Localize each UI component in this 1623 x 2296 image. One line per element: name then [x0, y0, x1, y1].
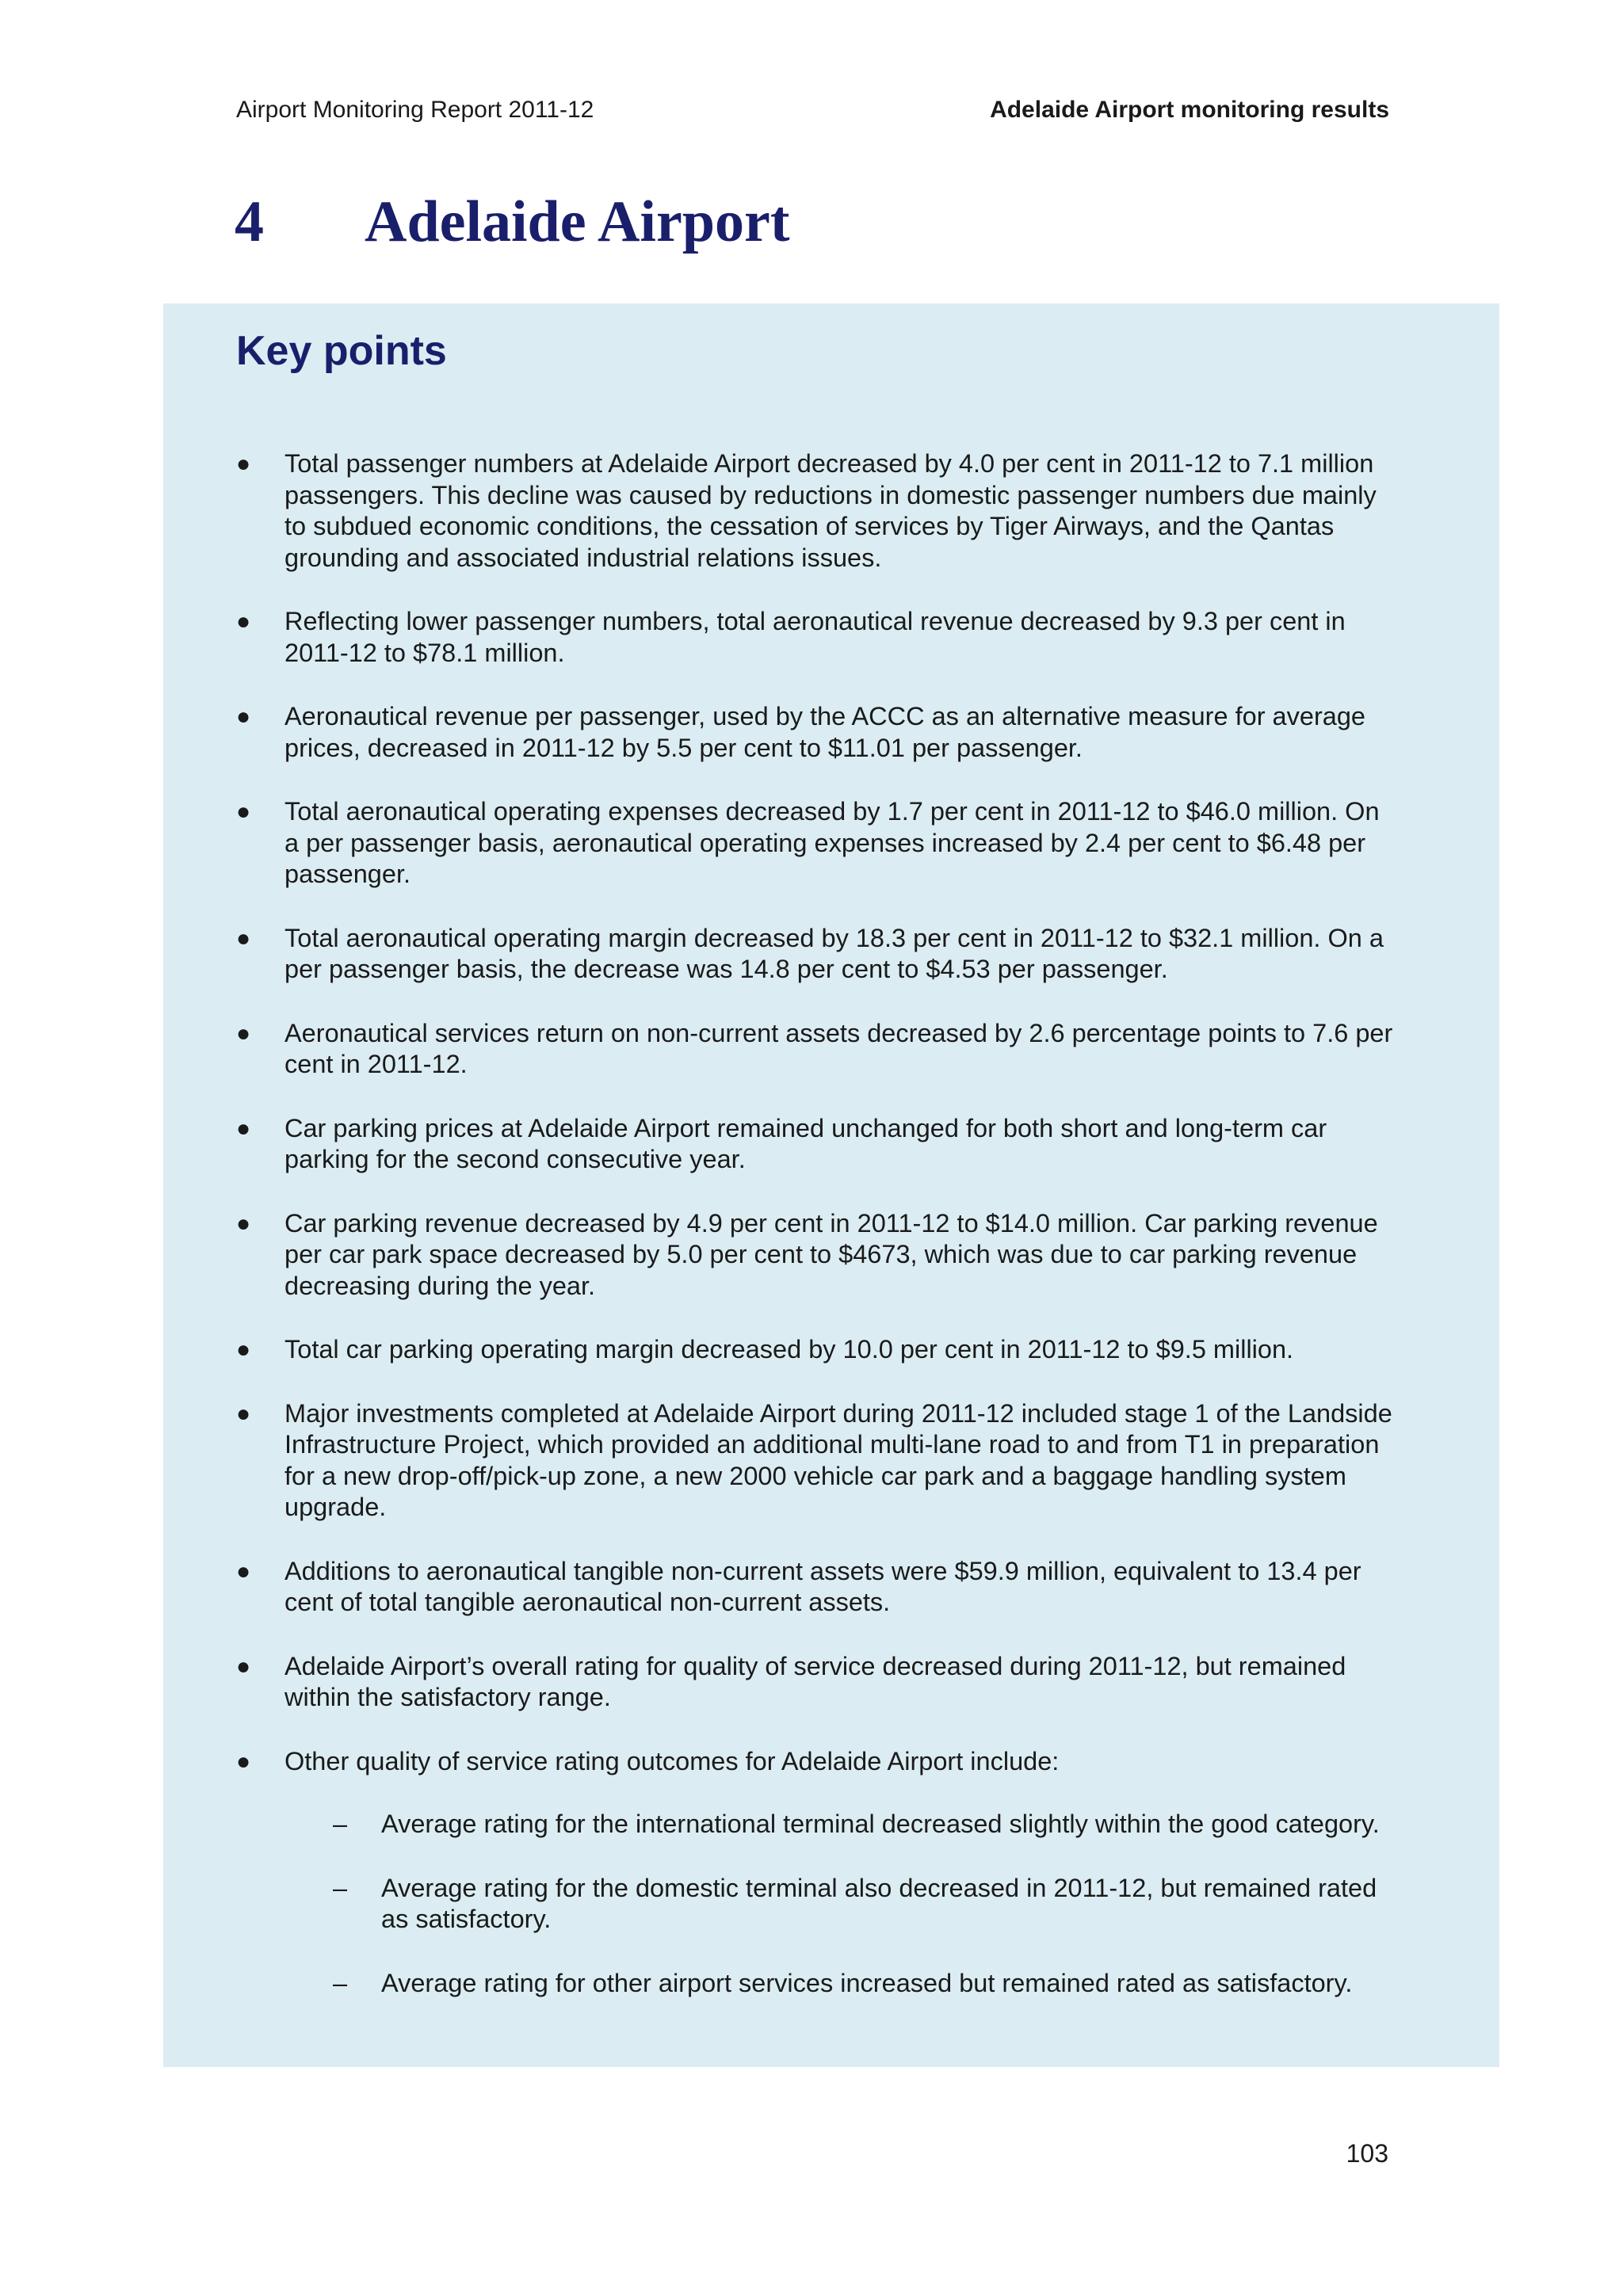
list-item-text: Car parking prices at Adelaide Airport remained unchanged for both short and long-term car parking for the second consecutive year.: [285, 1113, 1327, 1173]
list-item-text: Additions to aeronautical tangible non-current assets were $59.9 million, equivalent to 13.4 per cent of total tangible aeronautical non-current assets.: [285, 1556, 1361, 1616]
list-item: [236, 923, 1393, 986]
bullet-icon: ●: [236, 799, 251, 825]
page-number: 103: [1346, 2139, 1388, 2168]
list-item: [236, 1651, 1393, 1714]
list-item: [236, 1398, 1393, 1524]
list-item: [236, 1334, 1393, 1366]
bullet-icon: ●: [236, 608, 251, 635]
list-item: [236, 701, 1393, 764]
sub-list: [285, 1809, 1393, 1999]
list-item: [236, 448, 1393, 574]
dash-icon: –: [333, 1968, 348, 1997]
bullet-icon: ●: [236, 1558, 251, 1585]
sub-list-item: [285, 1968, 1393, 2000]
dash-icon: –: [333, 1873, 348, 1902]
list-item: [236, 1208, 1393, 1302]
chapter-title: Adelaide Airport: [365, 189, 790, 254]
list-item-text: Total car parking operating margin decreased by 10.0 per cent in 2011-12 to $9.5 million.: [285, 1335, 1294, 1363]
sub-list-item: [285, 1873, 1393, 1936]
list-item-text: Aeronautical services return on non-current assets decreased by 2.6 percentage points to 7.6 per cent in 2011-12.: [285, 1018, 1393, 1078]
bullet-icon: ●: [236, 1653, 251, 1680]
bullet-icon: ●: [236, 1748, 251, 1775]
list-item: [236, 1746, 1393, 2000]
dash-icon: –: [333, 1810, 348, 1838]
bullet-icon: ●: [236, 451, 251, 477]
running-header: [236, 97, 1389, 124]
sub-list-item-text: Average rating for the international terminal decreased slightly within the good category.: [381, 1810, 1380, 1838]
list-item: [236, 1556, 1393, 1619]
section-title: Adelaide Airport monitoring results: [990, 97, 1389, 123]
list-item: [236, 606, 1393, 669]
key-points-title: Key points: [236, 328, 447, 374]
list-item-text: Aeronautical revenue per passenger, used by the ACCC as an alternative measure for average prices, decreased in 2011-12 by 5.5 per cent to $11.01 per passenger.: [285, 702, 1366, 762]
list-item-text: Major investments completed at Adelaide Airport during 2011-12 included stage 1 of the Landside Infrastructure Project, which provided an additional multi-lane road to and from T1 in preparation for a new drop-off/pick-up zone, a new 2000 vehicle car park and a baggage handling system upgrade.: [285, 1398, 1392, 1521]
sub-list-item-text: Average rating for other airport services increased but remained rated as satisfactory.: [381, 1968, 1353, 1997]
bullet-icon: ●: [236, 925, 251, 952]
bullet-icon: ●: [236, 1210, 251, 1237]
report-title: Airport Monitoring Report 2011-12: [236, 97, 594, 123]
bullet-icon: ●: [236, 704, 251, 730]
sub-list-item: [285, 1809, 1393, 1840]
list-item-text: Total aeronautical operating margin decreased by 18.3 per cent in 2011-12 to $32.1 million. On a per passenger basis, the decrease was 14.8 per cent to $4.53 per passenger.: [285, 923, 1384, 983]
key-points-list: [236, 448, 1393, 2031]
bullet-icon: ●: [236, 1400, 251, 1427]
sub-list-item-text: Average rating for the domestic terminal also decreased in 2011-12, but remained rated as satisfactory.: [381, 1873, 1377, 1933]
list-item-text: Total passenger numbers at Adelaide Airport decreased by 4.0 per cent in 2011-12 to 7.1 million passengers. This decline was caused by reductions in domestic passenger numbers due mainly to subdued economic conditions, the cessation of services by Tiger Airways, and the Qantas grounding and associated industrial relations issues.: [285, 449, 1377, 572]
list-item-text: Adelaide Airport’s overall rating for quality of service decreased during 2011-12, but remained within the satisfactory range.: [285, 1651, 1346, 1711]
bullet-icon: ●: [236, 1115, 251, 1142]
chapter-number: 4: [235, 189, 264, 254]
list-item-text: Car parking revenue decreased by 4.9 per cent in 2011-12 to $14.0 million. Car parking revenue per car park space decreased by 5.0 per cent to $4673, which was due to car parking revenue decreasing during the year.: [285, 1208, 1378, 1300]
bullet-icon: ●: [236, 1020, 251, 1047]
list-item: [236, 1018, 1393, 1081]
list-item-text: Total aeronautical operating expenses decreased by 1.7 per cent in 2011-12 to $46.0 million. On a per passenger basis, aeronautical operating expenses increased by 2.4 per cent to $6.48 per passenger.: [285, 797, 1380, 888]
list-item: [236, 796, 1393, 891]
list-item: [236, 1113, 1393, 1176]
chapter-heading: [235, 189, 789, 256]
list-item-text: Reflecting lower passenger numbers, total aeronautical revenue decreased by 9.3 per cent in 2011-12 to $78.1 million.: [285, 607, 1346, 667]
list-item-text: Other quality of service rating outcomes for Adelaide Airport include:: [285, 1746, 1060, 1775]
bullet-icon: ●: [236, 1337, 251, 1363]
